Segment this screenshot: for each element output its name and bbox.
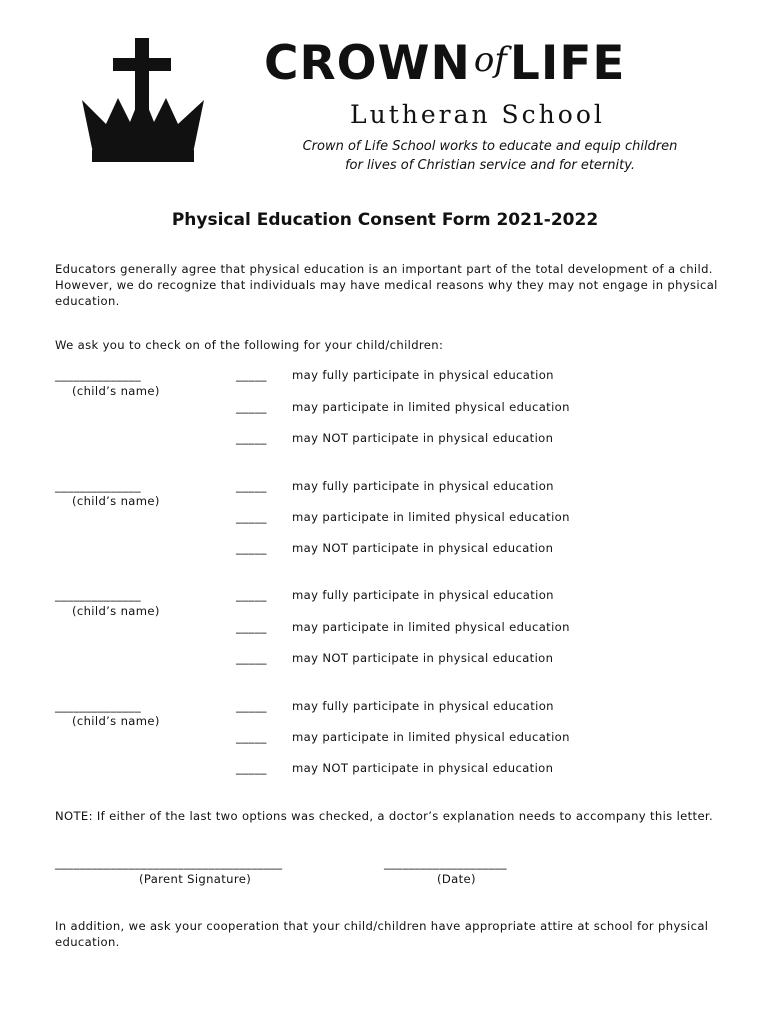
option-limited-label: may participate in limited physical education — [292, 400, 570, 414]
checkbox-blank[interactable]: _____ — [236, 368, 267, 382]
motto-line-2: for lives of Christian service and for eternity. — [344, 158, 636, 173]
checkbox-blank[interactable]: _____ — [236, 588, 267, 602]
brand-subtitle: Lutheran School — [350, 100, 605, 129]
child-name-field[interactable]: ______________ — [55, 368, 142, 382]
motto-line-1: Crown of Life School works to educate and equip children — [302, 139, 678, 154]
child-name-field[interactable]: ______________ — [55, 699, 142, 713]
checkbox-blank[interactable]: _____ — [236, 479, 267, 493]
option-limited-label: may participate in limited physical education — [292, 730, 570, 744]
checkbox-blank[interactable]: _____ — [236, 620, 267, 634]
option-not-label: may NOT participate in physical education — [292, 431, 554, 445]
date-caption: (Date) — [437, 872, 476, 886]
option-full-label: may fully participate in physical education — [292, 588, 554, 602]
checkbox-blank[interactable]: _____ — [236, 510, 267, 524]
parent-signature-field[interactable]: _____________________________________ — [55, 856, 283, 870]
child-name-caption: (child’s name) — [72, 494, 160, 508]
date-field[interactable]: ____________________ — [384, 856, 507, 870]
brand-title-crown: CROWN — [264, 36, 471, 91]
child-name-caption: (child’s name) — [72, 604, 160, 618]
checkbox-blank[interactable]: _____ — [236, 541, 267, 555]
child-name-field[interactable]: ______________ — [55, 479, 142, 493]
note-paragraph: NOTE: If either of the last two options was checked, a doctor’s explanation needs to accompany this letter. — [55, 809, 714, 823]
instruction-text: We ask you to check on of the following for your child/children: — [55, 338, 444, 352]
option-not-label: may NOT participate in physical education — [292, 651, 554, 665]
checkbox-blank[interactable]: _____ — [236, 730, 267, 744]
option-not-label: may NOT participate in physical education — [292, 541, 554, 555]
checkbox-blank[interactable]: _____ — [236, 761, 267, 775]
option-full-label: may fully participate in physical education — [292, 699, 554, 713]
checkbox-blank[interactable]: _____ — [236, 651, 267, 665]
child-name-caption: (child’s name) — [72, 714, 160, 728]
child-name-field[interactable]: ______________ — [55, 588, 142, 602]
option-limited-label: may participate in limited physical education — [292, 510, 570, 524]
option-full-label: may fully participate in physical education — [292, 368, 554, 382]
child-name-caption: (child’s name) — [72, 384, 160, 398]
intro-paragraph: Educators generally agree that physical education is an important part of the total development of a child. However, we do recognize that individuals may have medical reasons why they may not engage in physical education. — [55, 262, 718, 308]
brand-title — [264, 36, 626, 91]
checkbox-blank[interactable]: _____ — [236, 699, 267, 713]
checkbox-blank[interactable]: _____ — [236, 400, 267, 414]
option-limited-label: may participate in limited physical education — [292, 620, 570, 634]
brand-title-of: of — [473, 40, 507, 80]
parent-signature-caption: (Parent Signature) — [139, 872, 252, 886]
option-not-label: may NOT participate in physical education — [292, 761, 554, 775]
option-full-label: may fully participate in physical education — [292, 479, 554, 493]
checkbox-blank[interactable]: _____ — [236, 431, 267, 445]
closing-paragraph: In addition, we ask your cooperation that your child/children have appropriate attire at school for physical education. — [55, 919, 709, 949]
form-title: Physical Education Consent Form 2021-2022 — [171, 210, 599, 230]
crown-cross-logo-icon — [80, 38, 206, 166]
brand-title-life: LIFE — [509, 36, 626, 91]
